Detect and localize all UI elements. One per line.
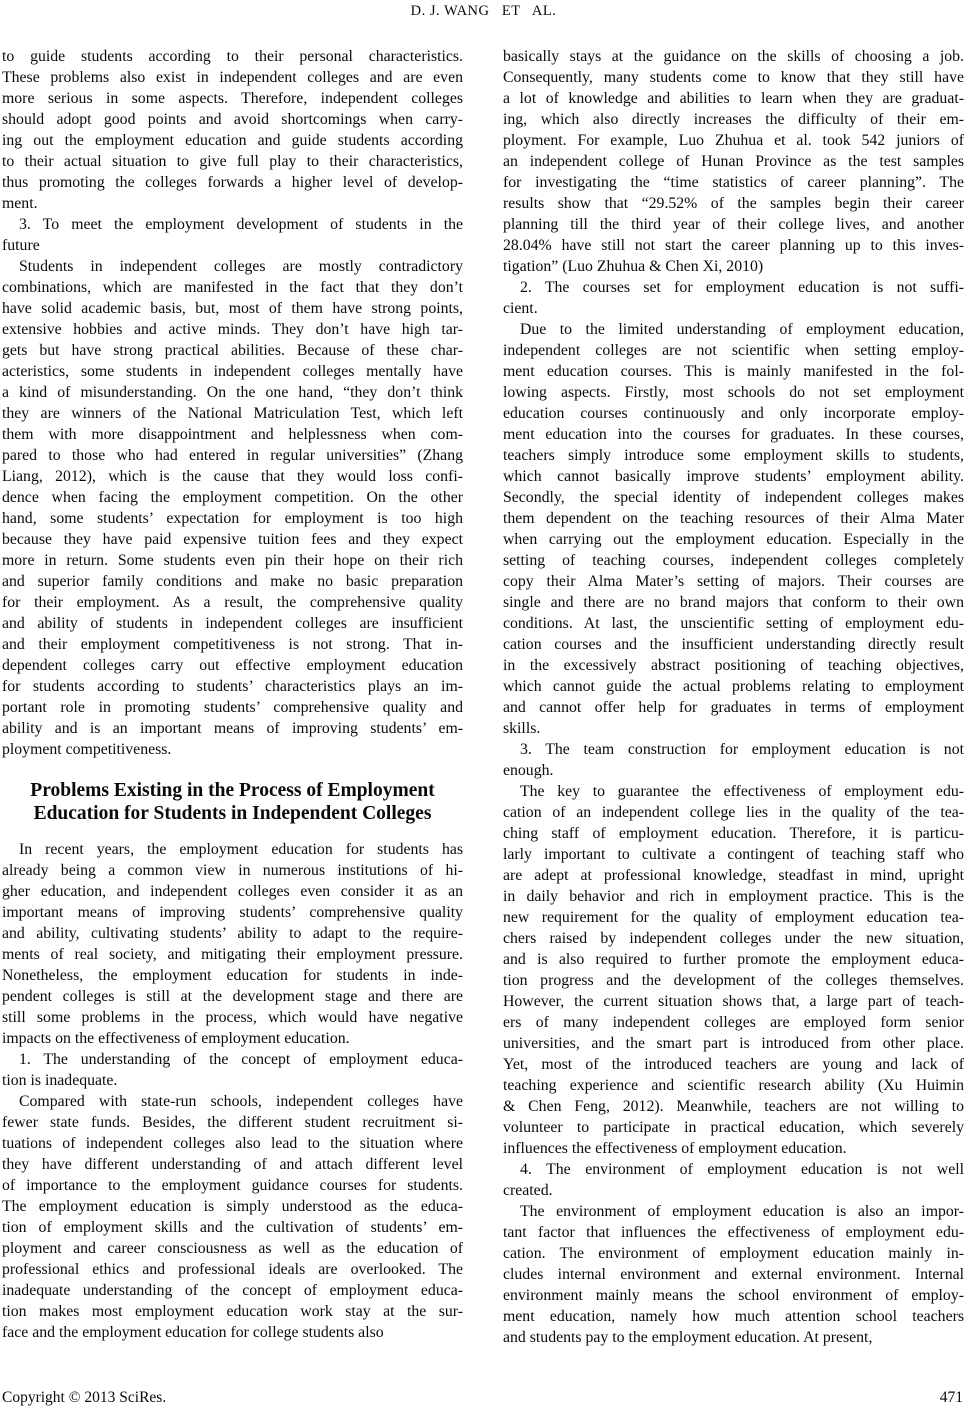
- right-column: [503, 46, 964, 1348]
- text-line: education courses continuously and only incorporate employ-: [503, 405, 964, 422]
- text-line: ching staff of employment education. Therefore, it is particu-: [503, 825, 964, 842]
- page-footer: [2, 1389, 963, 1407]
- text-line: The environment of employment education is also an impor-: [520, 1203, 964, 1220]
- copyright-notice: Copyright © 2013 SciRes.: [2, 1389, 167, 1406]
- text-line: already being a common view in numerous institutions of hi-: [2, 862, 463, 879]
- text-line: ment education into the courses for graduates. In these courses,: [503, 426, 964, 443]
- text-line: Compared with state-run schools, independent colleges have: [19, 1093, 463, 1110]
- text-line: inadequate understanding of the concept of employment educa-: [2, 1282, 463, 1299]
- text-line: impacts on the effectiveness of employment education.: [2, 1030, 350, 1047]
- text-line: independent colleges are not scientific when setting employ-: [503, 342, 964, 359]
- text-line: results show that “29.52% of the samples begin their career: [503, 195, 964, 212]
- text-line: cient.: [503, 300, 538, 317]
- text-line: influences the effectiveness of employment education.: [503, 1140, 847, 1157]
- text-line: teachers simply introduce some employment skills to students,: [503, 447, 964, 464]
- text-line: and cannot offer help for graduates in terms of employment: [503, 699, 964, 716]
- paragraph: [503, 1159, 964, 1201]
- text-line: These problems also exist in independent colleges and are even: [2, 69, 463, 86]
- text-line: Education for Students in Independent Colleges: [33, 803, 432, 824]
- text-line: gher education, and independent colleges even consider it as an: [2, 883, 463, 900]
- text-line: volunteer to participate in practical education, which severely: [503, 1119, 964, 1136]
- paragraph: [2, 46, 463, 214]
- text-line: ment education, namely how much attention school teachers: [503, 1308, 964, 1325]
- text-line: acteristics, some students in independent colleges mentally have: [2, 363, 463, 380]
- text-line: hand, some students’ expectation for employment is too high: [2, 510, 463, 527]
- text-line: a kind of misunderstanding. On the one hand, “they don’t think: [2, 384, 463, 401]
- text-line: tigation” (Luo Zhuhua & Chen Xi, 2010): [503, 258, 764, 275]
- text-line: 4. The environment of employment education is not well: [520, 1161, 964, 1178]
- text-line: created.: [503, 1182, 553, 1199]
- text-line: cation courses and the insufficient understanding directly result: [503, 636, 964, 653]
- text-line: However, the current situation shows that, a large part of teach-: [503, 993, 964, 1010]
- text-line: to guide students according to their personal characteristics.: [2, 48, 463, 65]
- text-line: The employment education is simply understood as the educa-: [2, 1198, 463, 1215]
- text-line: they are winners of the National Matriculation Test, which left: [2, 405, 463, 422]
- text-line: ing, which also directly increases the difficulty of their em-: [503, 111, 964, 128]
- text-line: ment education courses. This is mainly manifested in the fol-: [503, 363, 964, 380]
- text-line: more in return. Some students even pin their hope on their rich: [2, 552, 463, 569]
- text-line: cation. The environment of employment education mainly in-: [503, 1245, 964, 1262]
- text-line: ing out the employment education and guide students according: [2, 132, 463, 149]
- text-line: In recent years, the employment education for students has: [19, 841, 463, 858]
- text-line: environment mainly means the school environment of employ-: [503, 1287, 964, 1304]
- text-line: an independent college of Hunan Province as the test samples: [503, 153, 964, 170]
- text-line: of importance to the employment guidance courses for students.: [2, 1177, 463, 1194]
- text-line: single and there are no brand majors that conform to their own: [503, 594, 964, 611]
- paragraph: [2, 839, 463, 1049]
- text-line: ers of many independent colleges are employed form senior: [503, 1014, 964, 1031]
- text-line: because they have paid expensive tuition fees and they expect: [2, 531, 463, 548]
- text-line: a lot of knowledge and abilities to learn when they are graduat-: [503, 90, 964, 107]
- text-line: Nonetheless, the employment education for students in inde-: [2, 967, 463, 984]
- text-line: are adept at professional knowledge, steadfast in mind, upright: [503, 867, 964, 884]
- text-line: conditions. At last, the unscientific setting of employment edu-: [503, 615, 964, 632]
- text-line: and their employment competitiveness is not strong. That in-: [2, 636, 463, 653]
- text-line: thus promoting the colleges forwards a higher level of develop-: [2, 174, 463, 191]
- text-line: when carrying out the employment education. Especially in the: [503, 531, 964, 548]
- text-line: for investigating the “time statistics of career planning”. The: [503, 174, 964, 191]
- running-head: D. J. WANG ET AL.: [410, 3, 557, 19]
- text-line: and ability, cultivating students’ ability to adapt to the require-: [2, 925, 463, 942]
- text-line: which cannot basically improve students’ employment ability.: [503, 468, 964, 485]
- text-line: for their employment. As a result, the comprehensive quality: [2, 594, 463, 611]
- text-line: 3. To meet the employment development of students in the: [19, 216, 463, 233]
- text-line: cludes internal environment and external environment. Internal: [503, 1266, 964, 1283]
- text-line: combinations, which are manifested in the fact that they don’t: [2, 279, 463, 296]
- text-line: The key to guarantee the effectiveness of employment edu-: [520, 783, 964, 800]
- text-line: new requirement for the quality of employment education tea-: [503, 909, 964, 926]
- paragraph: [2, 1049, 463, 1091]
- text-line: in the excessively abstract positioning of teaching objectives,: [503, 657, 964, 674]
- text-line: setting of teaching courses, independent colleges completely: [503, 552, 964, 569]
- text-line: basically stays at the guidance on the skills of choosing a job.: [503, 48, 964, 65]
- text-line: gets but have strong practical abilities. Because of these char-: [2, 342, 463, 359]
- text-line: teaching experience and scientific research ability (Xu Huimin: [503, 1077, 964, 1094]
- text-line: Problems Existing in the Process of Employment: [30, 780, 435, 801]
- text-line: Consequently, many students come to know that they still have: [503, 69, 964, 86]
- text-line: tuations of independent colleges also lead to the situation where: [2, 1135, 463, 1152]
- text-line: tion progress and the development of the colleges themselves.: [503, 972, 964, 989]
- text-line: tion of employment skills and the cultivation of students’ em-: [2, 1219, 463, 1236]
- text-line: portant role in promoting students’ comprehensive quality and: [2, 699, 463, 716]
- text-line: 2. The courses set for employment education is not suffi-: [520, 279, 964, 296]
- text-line: Students in independent colleges are mostly contradictory: [19, 258, 463, 275]
- page-body: [2, 46, 964, 1348]
- text-line: pendent colleges is still at the development stage and there are: [2, 988, 463, 1005]
- text-line: them dependent on the teaching resources of their Alma Mater: [503, 510, 964, 527]
- text-line: them with more disappointment and helplessness when com-: [2, 426, 463, 443]
- paragraph: [2, 1091, 463, 1343]
- text-line: and ability of students in independent colleges are insufficient: [2, 615, 463, 632]
- text-line: Liang, 2012), which is the cause that they would loss confi-: [2, 468, 463, 485]
- left-column: [2, 46, 463, 1348]
- text-line: important means of improving students’ comprehensive quality: [2, 904, 463, 921]
- page-number: 471: [939, 1389, 963, 1406]
- text-line: tant factor that influences the effectiveness of employment edu-: [503, 1224, 964, 1241]
- text-line: ployment and career consciousness as well as the education of: [2, 1240, 463, 1257]
- text-line: ployment. For example, Luo Zhuhua et al. took 542 juniors of: [503, 132, 964, 149]
- text-line: dependent colleges carry out effective employment education: [2, 657, 463, 674]
- text-line: extensive hobbies and active minds. They don’t have high tar-: [2, 321, 463, 338]
- text-line: chers raised by independent colleges under the new situation,: [503, 930, 964, 947]
- text-line: ployment competitiveness.: [2, 741, 172, 758]
- text-line: ability and is an important means of improving students’ em-: [2, 720, 463, 737]
- paragraph: [503, 46, 964, 277]
- text-line: 28.04% have still not start the career planning up to this inves-: [503, 237, 964, 254]
- text-line: 3. The team construction for employment education is not: [520, 741, 964, 758]
- text-line: universities, and the smart part is introduced from other place.: [503, 1035, 964, 1052]
- paragraph: [2, 256, 463, 760]
- text-line: larly important to cultivate a contingent of teaching staff who: [503, 846, 964, 863]
- text-line: have solid academic basis, but, most of them have strong points,: [2, 300, 463, 317]
- text-line: 1. The understanding of the concept of employment educa-: [19, 1051, 463, 1068]
- text-line: tion is inadequate.: [2, 1072, 118, 1089]
- text-line: Due to the limited understanding of employment education,: [520, 321, 964, 338]
- text-line: Secondly, the special identity of independent colleges makes: [503, 489, 964, 506]
- text-line: and students pay to the employment education. At present,: [503, 1329, 873, 1346]
- text-line: dence when facing the employment competition. On the other: [2, 489, 463, 506]
- text-line: planning till the third year of their college lives, and another: [503, 216, 964, 233]
- text-line: in daily behavior and rich in employment practice. This is the: [503, 888, 964, 905]
- text-line: pared to those who had entered in regular universities” (Zhang: [2, 447, 463, 464]
- text-line: more serious in some aspects. Therefore, independent colleges: [2, 90, 463, 107]
- text-line: ment.: [2, 195, 38, 212]
- text-line: future: [2, 237, 40, 254]
- text-line: and superior family conditions and make no basic preparation: [2, 573, 463, 590]
- text-line: fewer state funds. Besides, the different student recruitment si-: [2, 1114, 463, 1131]
- text-line: cation of an independent college lies in the quality of the tea-: [503, 804, 964, 821]
- section-heading: [2, 779, 463, 825]
- text-line: enough.: [503, 762, 554, 779]
- paragraph: [503, 1201, 964, 1348]
- text-line: face and the employment education for college students also: [2, 1324, 384, 1341]
- text-line: skills.: [503, 720, 541, 737]
- text-line: for students according to students’ characteristics plays an im-: [2, 678, 463, 695]
- text-line: copy their Alma Mater’s setting of majors. Their courses are: [503, 573, 964, 590]
- text-line: and is also required to further promote the employment educa-: [503, 951, 964, 968]
- text-line: tion makes most employment education work stay at the sur-: [2, 1303, 463, 1320]
- text-line: should adopt good points and avoid shortcomings when carry-: [2, 111, 463, 128]
- paragraph: [503, 277, 964, 319]
- text-line: still some problems in the process, which would have negative: [2, 1009, 463, 1026]
- text-line: which cannot guide the actual problems relating to employment: [503, 678, 964, 695]
- paragraph: [2, 214, 463, 256]
- paragraph: [503, 319, 964, 739]
- text-line: professional ethics and professional ideals are overlooked. The: [2, 1261, 463, 1278]
- text-line: Yet, most of the introduced teachers are young and lack of: [503, 1056, 964, 1073]
- paragraph: [503, 781, 964, 1159]
- text-line: to their actual situation to give full play to their characteristics,: [2, 153, 463, 170]
- text-line: & Chen Feng, 2012). Meanwhile, teachers are not willing to: [503, 1098, 964, 1115]
- text-line: they have different understanding of and attach different level: [2, 1156, 463, 1173]
- paragraph: [503, 739, 964, 781]
- text-line: ments of real society, and mitigating their employment pressure.: [2, 946, 463, 963]
- text-line: lowing aspects. Firstly, most schools do not set employment: [503, 384, 964, 401]
